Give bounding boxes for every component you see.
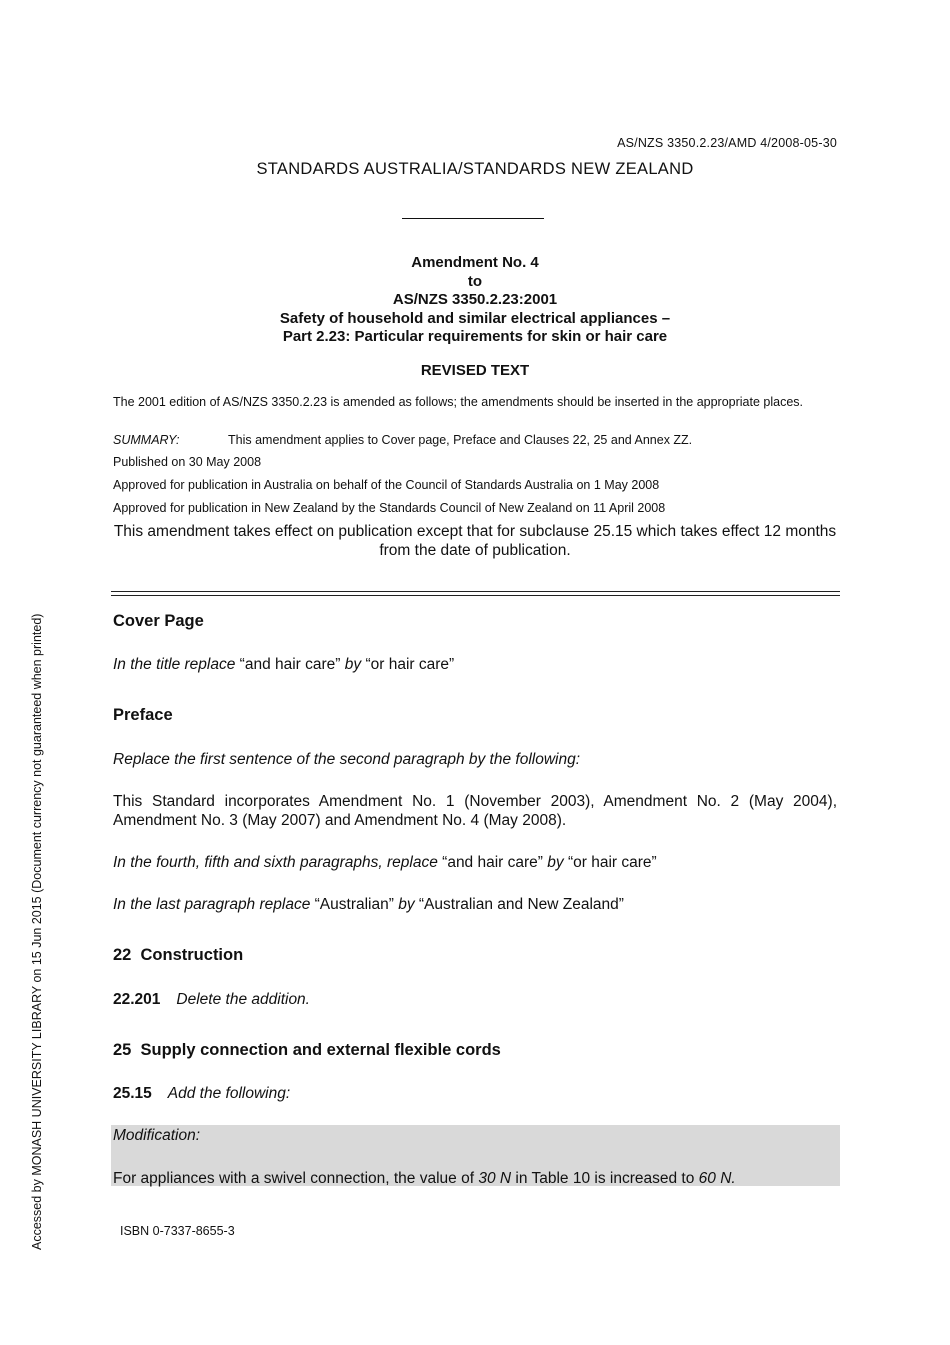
clause-22-201: 22.201 Delete the addition. [113, 991, 310, 1008]
modification-text: For appliances with a swivel connection, the value of 30 N in Table 10 is increased to 60 N. [113, 1170, 736, 1187]
clause-25-heading: 25 Supply connection and external flexible cords [113, 1041, 501, 1059]
preface-instruction-3: In the last paragraph replace “Australian” by “Australian and New Zealand” [113, 896, 624, 913]
cover-page-instruction: In the title replace “and hair care” by “or hair care” [113, 656, 455, 673]
standard-title: Safety of household and similar electrical appliances – [279, 309, 671, 327]
revised-text-label: REVISED TEXT [420, 362, 530, 379]
preface-instruction-2: In the fourth, fifth and sixth paragraphs, replace “and hair care” by “or hair care” [113, 854, 657, 871]
cover-page-heading: Cover Page [113, 612, 204, 630]
isbn: ISBN 0-7337-8655-3 [120, 1224, 235, 1238]
preface-instruction-1: Replace the first sentence of the second paragraph by the following: [113, 751, 581, 768]
preface-heading: Preface [113, 706, 173, 724]
access-watermark: Accessed by MONASH UNIVERSITY LIBRARY on 15 Jun 2015 (Document currency not guaranteed when printed) [30, 613, 44, 1250]
clause-22-heading: 22 Construction [113, 946, 244, 964]
standard-part-title: Part 2.23: Particular requirements for skin or hair care [282, 328, 668, 345]
preface-paragraph: This Standard incorporates Amendment No. 1 (November 2003), Amendment No. 2 (May 2004), Amendment No. 3 (May 2007) and Amendment No. 4 (May 2008). [113, 793, 837, 829]
document-reference: AS/NZS 3350.2.23/AMD 4/2008-05-30 [617, 136, 837, 150]
clause-25-15: 25.15 Add the following: [113, 1085, 291, 1102]
approval-australia: Approved for publication in Australia on behalf of the Council of Standards Australia on 1 May 2008 [113, 478, 660, 492]
amendment-to: to [467, 272, 483, 290]
summary-line [113, 433, 837, 448]
modification-label: Modification: [113, 1127, 201, 1144]
title-divider [402, 218, 544, 219]
published-date: Published on 30 May 2008 [113, 455, 262, 469]
summary-label: SUMMARY: [113, 433, 180, 447]
organisation-heading: STANDARDS AUSTRALIA/STANDARDS NEW ZEALAND [256, 160, 694, 178]
summary-text: This amendment applies to Cover page, Preface and Clauses 22, 25 and Annex ZZ. [228, 433, 693, 447]
standard-number: AS/NZS 3350.2.23:2001 [392, 291, 558, 308]
amendment-number: Amendment No. 4 [411, 254, 539, 271]
edition-note: The 2001 edition of AS/NZS 3350.2.23 is amended as follows; the amendments should be inserted in the appropriate places. [113, 395, 804, 409]
effect-statement: This amendment takes effect on publication except that for subclause 25.15 which takes effect 12 months from the date of publication. [113, 523, 837, 559]
approval-new-zealand: Approved for publication in New Zealand by the Standards Council of New Zealand on 11 April 2008 [113, 501, 666, 515]
section-divider [111, 591, 840, 596]
amendment-title-block [0, 254, 950, 347]
